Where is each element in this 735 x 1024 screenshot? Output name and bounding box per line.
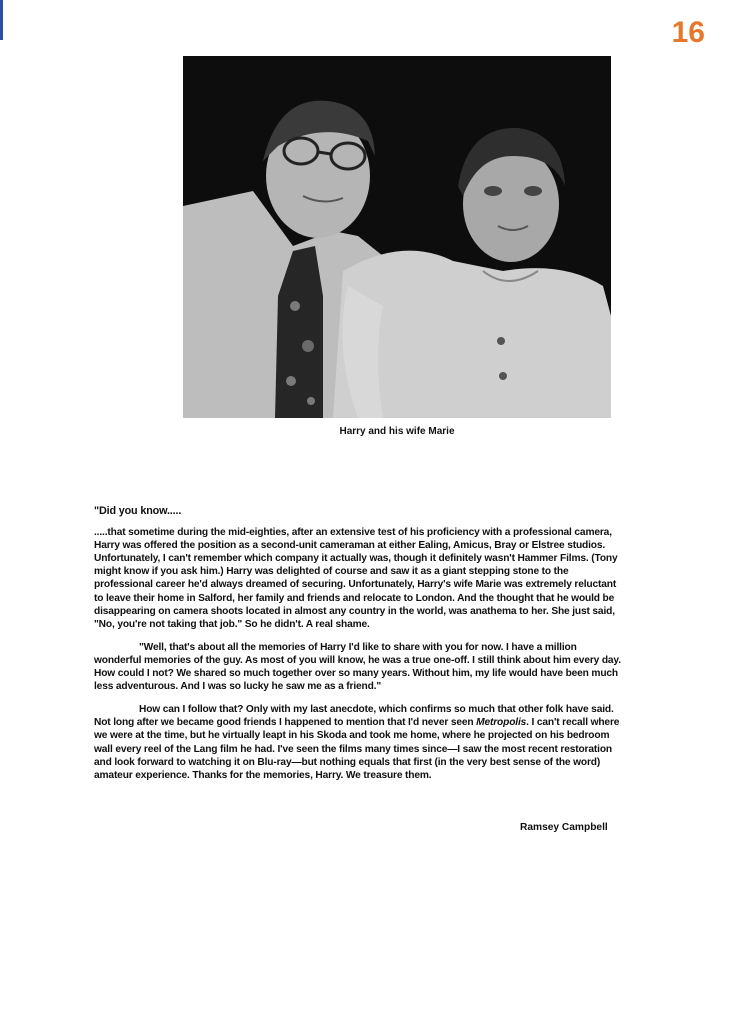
article-paragraph-1: .....that sometime during the mid-eighties, after an extensive test of his proficiency with a professional camera, Harry was offered the position as a second-unit cameraman at either Ealing, Amicus, Bray or Elstree studios. Unfortunately, I can't remember which company it actually was, though it definitely wasn't Hammer Films. (Tony might know if you ask him.) Harry was delighted of course and saw it as a giant stepping stone to the professional career he'd always dreamed of securing. Unfortunately, Harry's wife Marie was extremely reluctant to leave their home in Salford, her family and friends and relocate to London. And the thought that he would be disappearing on camera shoots located in almost any country in the world, was anathema to her. She just said, "No, you're not taking that job." So he didn't. A real shame. bbox=[94, 527, 618, 630]
article-paragraph-2: "Well, that's about all the memories of Harry I'd like to share with you for now. I have a million wonderful memories of the guy. As most of you will know, he was a true one-off. I still think about him every day. How could I not? We shared so much together over so many years. Without him, my life would have been much less adventurous. And I was so lucky he saw me as a friend." bbox=[94, 641, 621, 693]
edge-mark bbox=[0, 0, 3, 40]
photo-harry-and-marie bbox=[183, 56, 611, 418]
article-lead: "Did you know..... bbox=[94, 505, 182, 517]
paragraph-3-part-b: . I can't recall where we were at the time, but he virtually leapt in his Skoda and took me home, where he projected on his bedroom wall every reel of the Lang film he had. I've seen the films many times since—I saw the most recent restoration and look forward to watching it on Blu-ray—but nothing equals that first (in the very best sense of the word) amateur experience. Thanks for the memories, Harry. We treasure them. bbox=[94, 717, 620, 781]
article-paragraph-3 bbox=[94, 703, 624, 782]
author-signature: Ramsey Campbell bbox=[520, 822, 608, 833]
photo-caption: Harry and his wife Marie bbox=[339, 426, 455, 437]
page-number: 16 bbox=[671, 16, 705, 49]
paragraph-3-part-a: How can I follow that? Only with my last anecdote, which confirms so much that other folk have said. Not long after we became good friends I happened to mention that I'd never seen bbox=[94, 704, 614, 729]
article-body bbox=[94, 505, 624, 792]
film-title: Metropolis bbox=[476, 717, 527, 729]
